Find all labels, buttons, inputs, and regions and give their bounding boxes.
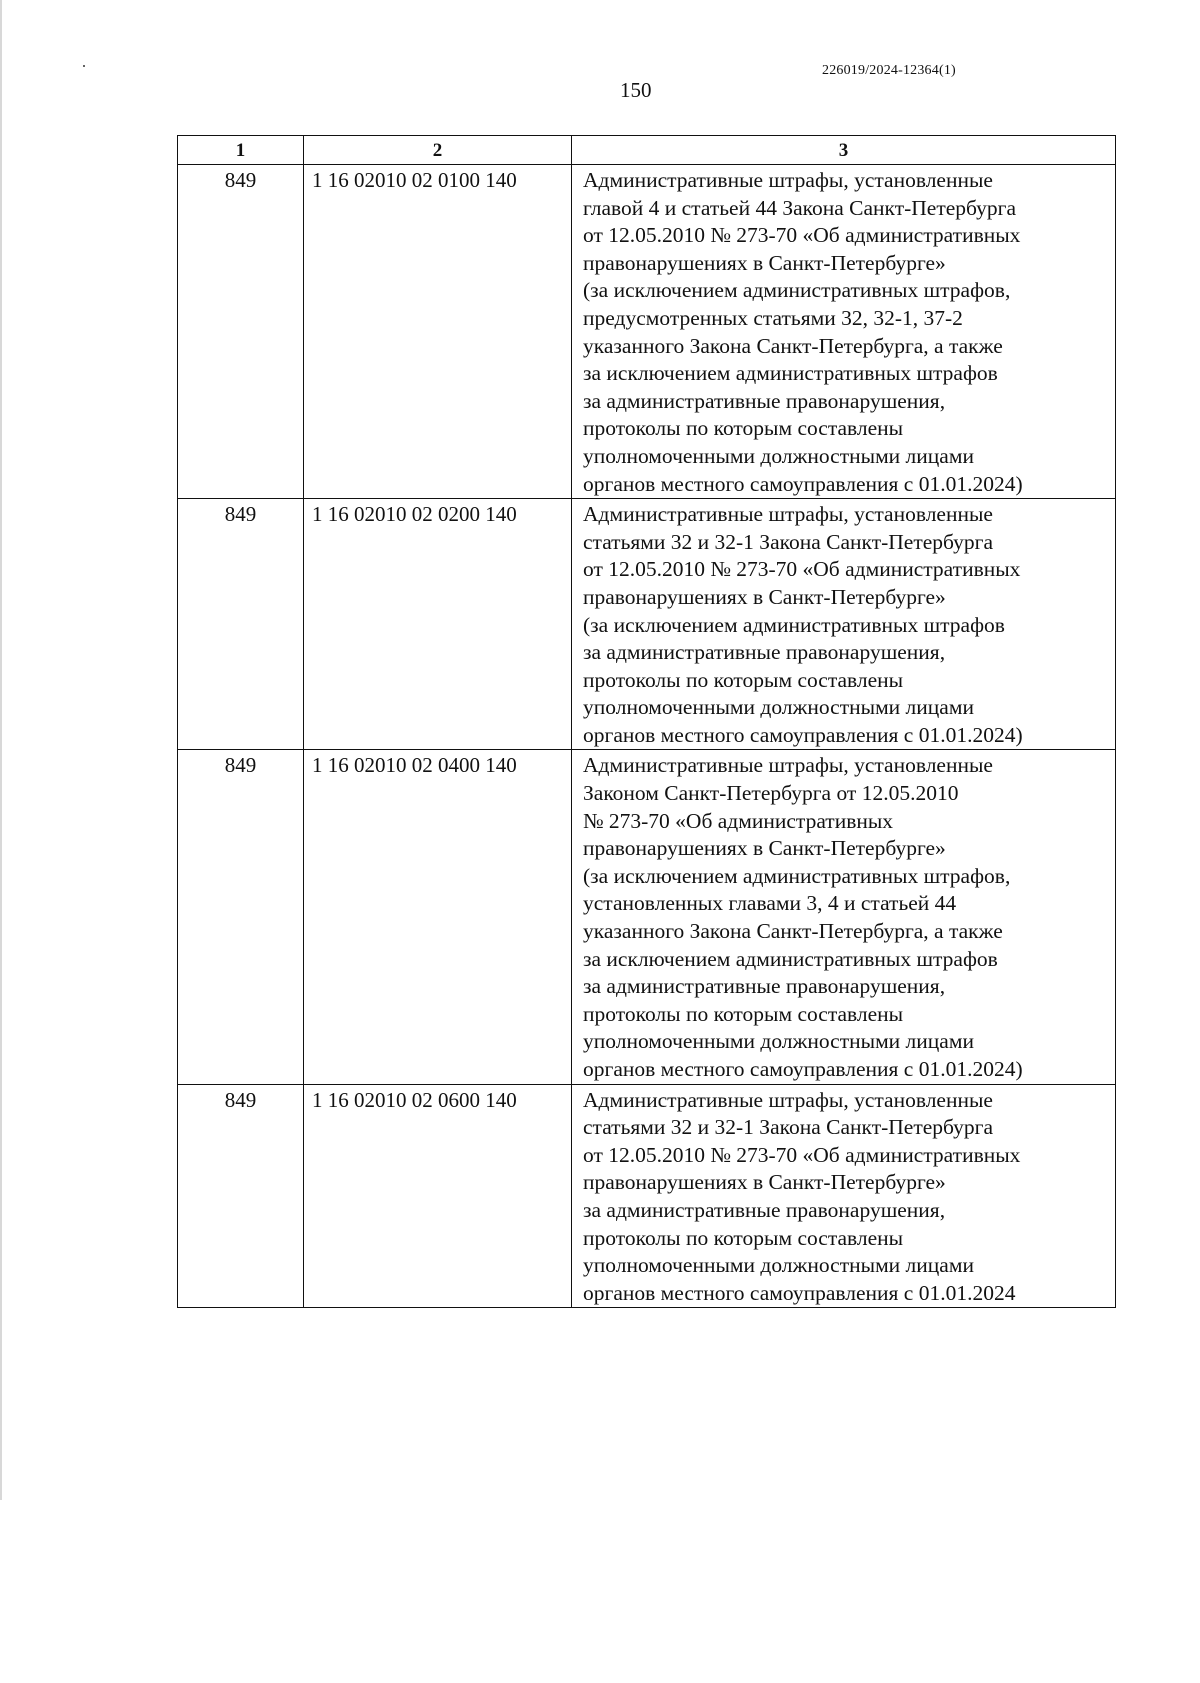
description-line: правонарушениях в Санкт-Петербурге» [583,584,946,609]
description-line: от 12.05.2010 № 273-70 «Об административных [583,223,1021,248]
description-line: уполномоченными должностными лицами [583,1029,974,1054]
description-cell [572,1084,1116,1308]
budget-codes-table [177,135,1116,1308]
table-row [178,165,1116,499]
description-line: правонарушениях в Санкт-Петербурге» [583,250,946,275]
description-line: протоколы по которым составлены [583,1001,904,1026]
description-cell [572,499,1116,750]
description-line: (за исключением административных штрафов, [583,278,1011,303]
description-line: органов местного самоуправления с 01.01.2024) [583,722,1023,747]
description-line: протоколы по которым составлены [583,1225,904,1250]
column-header-3: 3 [572,136,1116,165]
table-header-row [178,136,1116,165]
description-line: уполномоченными должностными лицами [583,1253,974,1278]
column-header-1: 1 [178,136,304,165]
table-row [178,499,1116,750]
scan-edge [0,0,2,1500]
description-line: за административные правонарушения, [583,388,946,413]
description-line: протоколы по которым составлены [583,416,904,441]
description-line: предусмотренных статьями 32, 32-1, 37-2 [583,305,963,330]
description-line: за административные правонарушения, [583,640,946,665]
description-line: правонарушениях в Санкт-Петербурге» [583,1170,946,1195]
budget-code-cell: 1 16 02010 02 0100 140 [304,165,572,499]
description-line: от 12.05.2010 № 273-70 «Об административных [583,557,1021,582]
column-header-2: 2 [304,136,572,165]
description-line: статьями 32 и 32-1 Закона Санкт-Петербурга [583,529,993,554]
description-line: статьями 32 и 32-1 Закона Санкт-Петербурга [583,1115,993,1140]
description-line: Административные штрафы, установленные [583,502,993,527]
row-number-cell: 849 [178,499,304,750]
description-line: № 273-70 «Об административных [583,808,894,833]
description-line: Административные штрафы, установленные [583,1087,993,1112]
description-line: за административные правонарушения, [583,1197,946,1222]
description-line: за исключением административных штрафов [583,946,998,971]
row-number-cell: 849 [178,750,304,1084]
description-line: органов местного самоуправления с 01.01.2024 [583,1280,1016,1305]
description-line: главой 4 и статьей 44 Закона Санкт-Петербурга [583,195,1017,220]
row-number-cell: 849 [178,165,304,499]
description-line: органов местного самоуправления с 01.01.2024) [583,471,1023,496]
description-line: Административные штрафы, установленные [583,168,993,192]
budget-code-cell: 1 16 02010 02 0200 140 [304,499,572,750]
budget-code-cell: 1 16 02010 02 0400 140 [304,750,572,1084]
description-line: (за исключением административных штрафов, [583,863,1011,888]
budget-code-cell: 1 16 02010 02 0600 140 [304,1084,572,1308]
description-line: правонарушениях в Санкт-Петербурге» [583,836,946,861]
description-cell [572,750,1116,1084]
description-line: указанного Закона Санкт-Петербурга, а также [583,919,1003,944]
description-line: уполномоченными должностными лицами [583,695,974,720]
table-body [178,165,1116,1308]
description-line: за исключением административных штрафов [583,361,998,386]
scan-speck [83,65,85,67]
description-line: уполномоченными должностными лицами [583,443,974,468]
document-id: 226019/2024-12364(1) [822,63,956,78]
page-number: 150 [620,78,652,102]
description-cell [572,165,1116,499]
description-line: протоколы по которым составлены [583,667,904,692]
description-line: за административные правонарушения, [583,974,946,999]
description-line: от 12.05.2010 № 273-70 «Об административных [583,1142,1021,1167]
table-row [178,750,1116,1084]
description-line: Административные штрафы, установленные [583,753,993,778]
description-line: органов местного самоуправления с 01.01.2024) [583,1057,1023,1081]
description-line: указанного Закона Санкт-Петербурга, а также [583,333,1003,358]
row-number-cell: 849 [178,1084,304,1308]
description-line: Законом Санкт-Петербурга от 12.05.2010 [583,781,959,806]
table-row [178,1084,1116,1308]
description-line: установленных главами 3, 4 и статьей 44 [583,891,957,916]
description-line: (за исключением административных штрафов [583,612,1005,637]
